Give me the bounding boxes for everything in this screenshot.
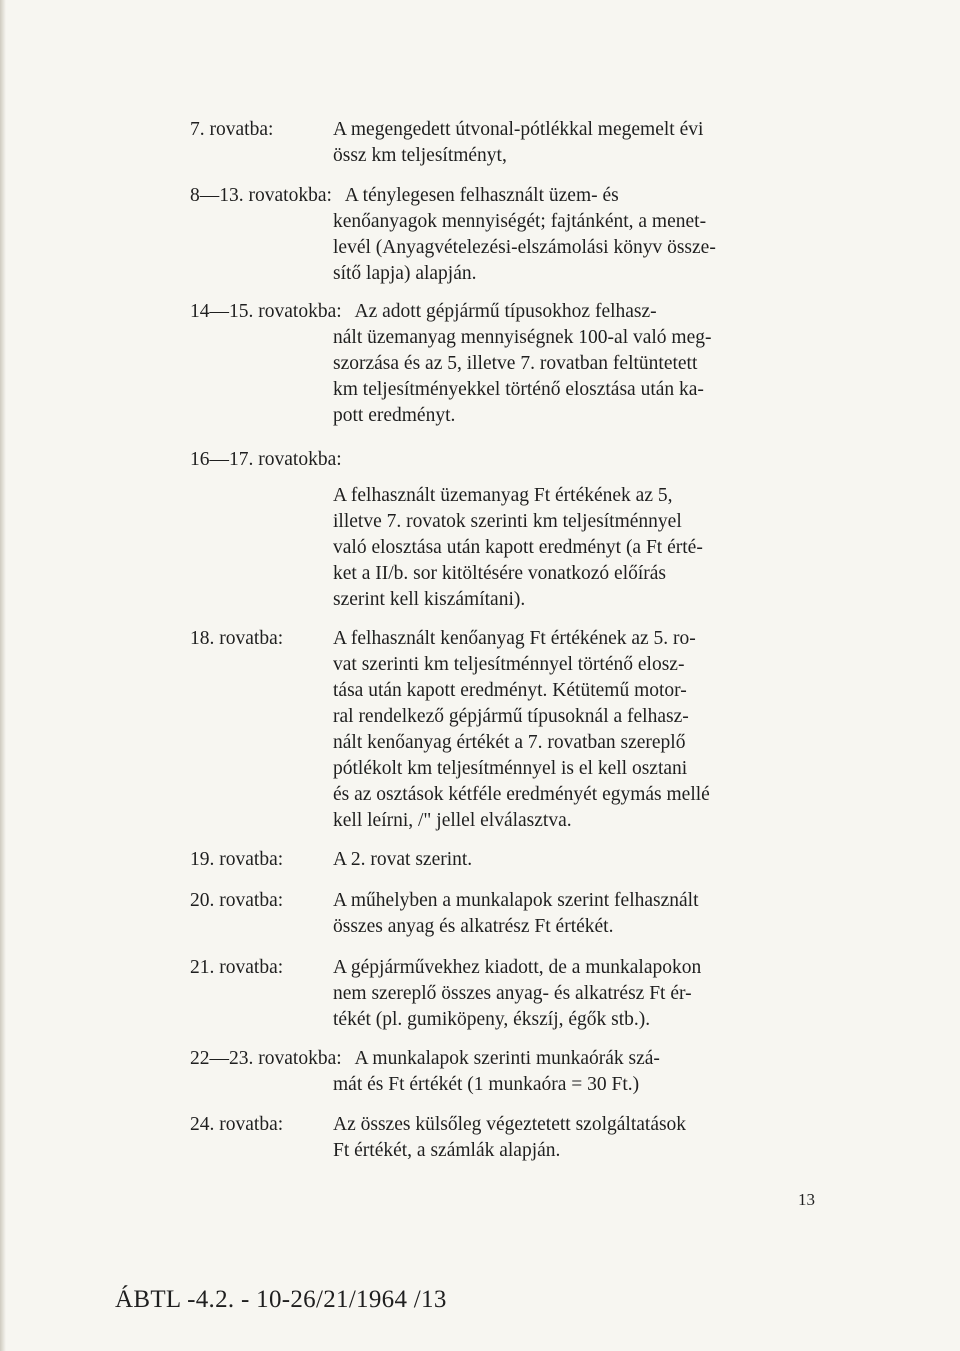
entry-label: 19. rovatba: — [190, 849, 284, 870]
text-line: A felhasznált üzemanyag Ft értékének az 5, — [333, 485, 673, 506]
text-line: nem szereplő összes anyag- és alkatrész Ft ér- — [333, 983, 692, 1004]
text-line: Az adott gépjármű típusokhoz felhasz- — [354, 301, 657, 322]
entry-label: 22—23. rovatokba: — [190, 1048, 342, 1069]
entry-text — [333, 955, 830, 1033]
entry-first-line — [190, 299, 830, 325]
entry-rovat-22-23 — [190, 1046, 830, 1098]
entry-first-line — [190, 183, 830, 209]
text-line: és az osztások kétféle eredményét egymás mellé — [333, 784, 710, 805]
text-line: sítő lapja) alapján. — [333, 263, 477, 284]
entry-label: 24. rovatba: — [190, 1114, 284, 1135]
entry-label: 20. rovatba: — [190, 890, 284, 911]
text-line: össz km teljesítményt, — [333, 145, 507, 166]
text-line: A 2. rovat szerint. — [333, 849, 473, 870]
entry-text — [333, 888, 830, 940]
entry-rovat-7 — [190, 117, 830, 169]
text-line: nált kenőanyag értékét a 7. rovatban szereplő — [333, 732, 686, 753]
page-number: 13 — [798, 1190, 815, 1209]
page-edge-shadow — [0, 0, 6, 1351]
entry-text — [333, 626, 830, 834]
archive-reference: ÁBTL -4.2. - 10-26/21/1964 /13 — [115, 1286, 447, 1313]
text-line: való elosztása után kapott eredményt (a Ft érté- — [333, 537, 703, 558]
entry-rovat-21 — [190, 955, 830, 1033]
text-line: kenőanyagok mennyiségét; fajtánként, a menet- — [333, 211, 707, 232]
entry-rovat-19 — [190, 847, 830, 873]
text-line: A felhasznált kenőanyag Ft értékének az 5. ro- — [333, 628, 696, 649]
text-line: ket a II/b. sor kitöltésére vonatkozó előírás — [333, 563, 667, 584]
text-line: tékét (pl. gumiköpeny, ékszíj, égők stb.). — [333, 1009, 651, 1030]
text-line: Ft értékét, a számlák alapján. — [333, 1140, 561, 1161]
text-line: összes anyag és alkatrész Ft értékét. — [333, 916, 614, 937]
text-line: nált üzemanyag mennyiségnek 100-al való meg- — [333, 327, 712, 348]
entry-label: 7. rovatba: — [190, 119, 274, 140]
text-line: szorzása és az 5, illetve 7. rovatban feltüntetett — [333, 353, 698, 374]
text-line: tása után kapott eredményt. Kétütemű motor- — [333, 680, 687, 701]
text-line: A ténylegesen felhasznált üzem- és — [344, 185, 619, 206]
text-line: A megengedett útvonal-pótlékkal megemelt évi — [333, 119, 704, 140]
text-line: ral rendelkező gépjármű típusoknál a felhasz- — [333, 706, 689, 727]
entry-rovat-8-13 — [190, 183, 830, 287]
entry-text — [333, 1112, 830, 1164]
text-line: szerint kell kiszámítani). — [333, 589, 526, 610]
entry-first-line — [190, 1046, 830, 1072]
text-line: A gépjárművekhez kiadott, de a munkalapokon — [333, 957, 702, 978]
text-line: Az összes külsőleg végeztetett szolgáltatások — [333, 1114, 687, 1135]
text-line: pott eredményt. — [333, 405, 456, 426]
text-line: vat szerinti km teljesítménnyel történő elosz- — [333, 654, 685, 675]
text-line: A munkalapok szerinti munkaórák szá- — [354, 1048, 660, 1069]
entry-label: 18. rovatba: — [190, 628, 284, 649]
text-line: mát és Ft értékét (1 munkaóra = 30 Ft.) — [333, 1074, 640, 1095]
entry-label: 14—15. rovatokba: — [190, 301, 342, 322]
entry-rovat-20 — [190, 888, 830, 940]
entry-label: 16—17. rovatokba: — [190, 449, 342, 470]
text-line: km teljesítményekkel történő elosztása után ka- — [333, 379, 704, 400]
entry-label: 8—13. rovatokba: — [190, 185, 332, 206]
entry-text — [333, 847, 830, 873]
entry-text — [333, 117, 830, 169]
entry-rovat-14-15 — [190, 299, 830, 429]
text-line: illetve 7. rovatok szerinti km teljesítménnyel — [333, 511, 682, 532]
entry-rovat-16-17 — [190, 447, 830, 613]
text-line: kell leírni, /" jellel elválasztva. — [333, 810, 572, 831]
text-line: levél (Anyagvételezési-elszámolási könyv össze- — [333, 237, 716, 258]
entry-label: 21. rovatba: — [190, 957, 284, 978]
text-line: A műhelyben a munkalapok szerint felhasznált — [333, 890, 699, 911]
entry-rovat-24 — [190, 1112, 830, 1164]
text-line: pótlékolt km teljesítménnyel is el kell osztani — [333, 758, 688, 779]
entry-rovat-18 — [190, 626, 830, 834]
